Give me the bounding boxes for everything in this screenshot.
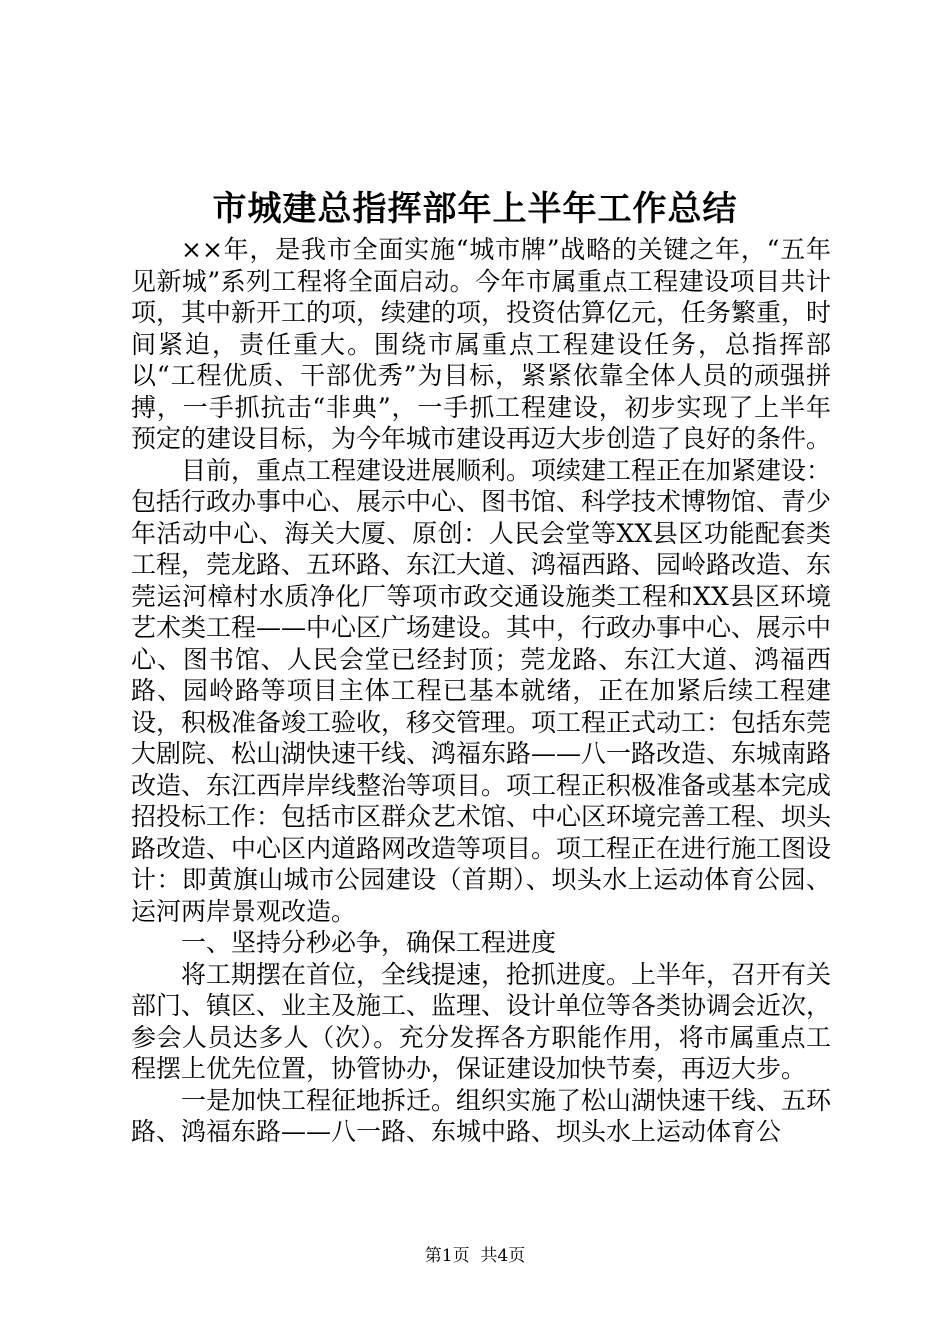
section-heading-1: 一、坚持分秒必争，确保工程进度 — [181, 928, 557, 957]
page-number: 第1页 — [424, 1246, 470, 1266]
paragraph-land-acquisition: 一是加快工程征地拆迁。组织实施了松山湖快速干线、五环路、鸿福东路——八一路、东城中路、坝头水上运动体育公 — [131, 1085, 832, 1146]
document-body — [131, 234, 831, 1148]
page-total: 共4页 — [480, 1246, 526, 1266]
paragraph-progress: 目前，重点工程建设进展顺利。项续建工程正在加紧建设：包括行政办事中心、展示中心、图书馆、科学技术博物馆、青少年活动中心、海关大厦、原创：人民会堂等XX县区功能配套类工程，莞龙路、五环路、东江大道、鸿福西路、园岭路改造、东莞运河樟村水质净化厂等项市政交通设施类工程和XX县区环境艺术类工程——中心区广场建设。其中，行政办事中心、展示中心、图书馆、人民会堂已经封顶；莞龙路、东江大道、鸿福西路、园岭路等项目主体工程已基本就绪，正在加紧后续工程建设，积极准备竣工验收，移交管理。项工程正式动工：包括东莞大剧院、松山湖快速干线、鸿福东路——八一路改造、东城南路改造、东江西岸岸线整治等项目。项工程正积极准备或基本完成招投标工作：包括市区群众艺术馆、中心区环境完善工程、坝头路改造、中心区内道路网改造等项目。项工程正在进行施工图设计：即黄旗山城市公园建设（首期）、坝头水上运动体育公园、运河两岸景观改造。 — [131, 455, 832, 926]
page-footer — [0, 1244, 950, 1268]
footer-spacer — [470, 1246, 481, 1266]
paragraph-intro: ××年，是我市全面实施“城市牌”战略的关键之年，“五年见新城”系列工程将全面启动。今年市属重点工程建设项目共计项，其中新开工的项，续建的项，投资估算亿元，任务繁重，时间紧迫，责任重大。围绕市属重点工程建设任务，总指挥部以“工程优质、干部优秀”为目标，紧紧依靠全体人员的顽强拼搏，一手抓抗击“非典”，一手抓工程建设，初步实现了上半年预定的建设目标，为今年城市建设再迈大步创造了良好的条件。 — [131, 235, 832, 453]
document-title: 市城建总指挥部年上半年工作总结 — [212, 189, 738, 229]
paragraph-schedule: 将工期摆在首位，全线提速，抢抓进度。上半年，召开有关部门、镇区、业主及施工、监理、设计单位等各类协调会近次，参会人员达多人（次）。充分发挥各方职能作用，将市属重点工程摆上优先位置，协管协办，保证建设加快节奏，再迈大步。 — [131, 959, 832, 1083]
